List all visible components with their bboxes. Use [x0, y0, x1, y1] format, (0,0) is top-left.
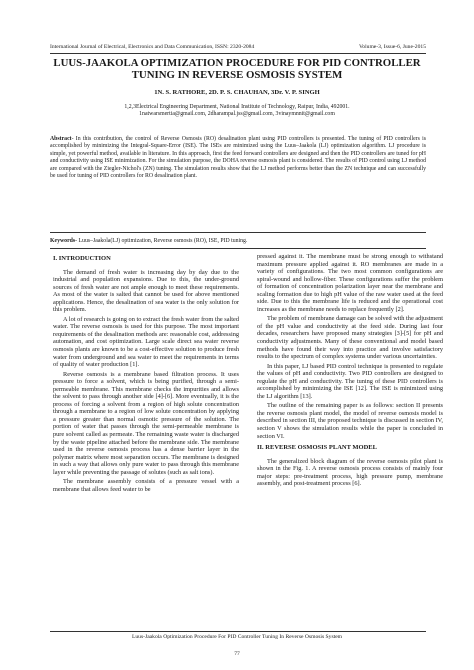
plant-model-paragraph: The generalized block diagram of the reverse osmosis pilot plant is shown in the Fig. 1. A reverse osmosis process consists of mainly four major steps: pre-treatment process, high pressure pump, membrane assembly, and post-treatment process [6].	[257, 457, 443, 488]
body-paragraph: pressed against it. The membrane must be strong enough to withstand maximum pressure applied against it. RO membranes are made in a variety of configurations. The two most common configurations are spiral-wound and hollow-fiber. These configurations suffer the problem of formation of concentration polarization layer near the membrane and scaling formation due to high pH value of the raw water used at the feed side. Due to this the membrane life is reduced and the operational cost increases as the membrane needs to replace frequently [2].	[257, 253, 443, 313]
author-emails: 1natwarsmertia@gmail.com, 2dharampal.jss@gmail.com, 3vinaymnnit@gmail.com	[139, 111, 335, 118]
section-heading-plant-model: II. REVERSE OSMOSIS PLANT MODEL	[257, 444, 377, 452]
abstract	[50, 136, 426, 180]
running-footer: Luus-Jaakola Optimization Procedure For PID Controller Tuning In Reverse Osmosis System	[131, 634, 343, 640]
affiliation-block	[0, 104, 474, 118]
keywords-top-rule	[50, 232, 426, 233]
affiliation: 1,2,3Electrical Engineering Department, National Institute of Technology, Raipur, India, 492001.	[124, 104, 350, 110]
intro-paragraph: Reverse osmosis is a membrane based filtration process. It uses pressure to force a solvent, which is being purified, through a semi-permeable membrane. This membrane checks the impurities and allows the solvent to pass through another side [4]-[6]. More eventually, it is the process of forcing a solvent from a region of high solute concentration through a membrane to a region of low solute concentration by applying a pressure greater than normal osmotic pressure of the solution. The portion of water that passes through the semi-permeable membrane is pure solvent called as permeate. The remaining waste water is discharged by the waste pipeline attached before the membrane side. The membrane used in the reverse osmosis process has a dense barrier layer in the polymer matrix where most separation occurs. The membrane is designed in such a way that allows only pure water to pass through this membrane layer while preventing the passage of solutes (such as salt ions).	[53, 370, 239, 476]
intro-paragraph: A lot of research is going on to extract the fresh water from the salted water. The reverse osmosis is used for this purpose. The most important requirements of the desalination methods are: reasonable cost, addressing automation, and cost optimization. Large scale direct sea water reverse osmosis plants are known to be a cost-effective solution to produce fresh water from underground and sea water to meet the requirements in terms of quality of water production [1].	[53, 315, 239, 369]
left-column	[53, 253, 239, 495]
right-column	[257, 253, 443, 490]
journal-name: International Journal of Electrical, Electronics and Data Communication, ISSN: 2320-2084	[50, 44, 255, 50]
page-number: 77	[234, 651, 240, 657]
section-heading-introduction: I. INTRODUCTION	[53, 255, 111, 262]
body-paragraph: In this paper, LJ based PID control technique is presented to regulate the values of pH and conductivity. Two PID controllers are designed to regulate the pH and conductivity. The tuning of these PID controllers is accomplished by minimizing the ISE [12]. The ISE is minimized using the LJ algorithm [13].	[257, 362, 443, 400]
body-paragraph: The outline of the remaining paper is as follows: section II presents the reverse osmosis plant model, the model of reverse osmosis model is described in section III, the proposed technique is discussed in section IV, section V shows the simulation results while the paper is concluded in section VI.	[257, 402, 443, 440]
author-list: 1N. S. RATHORE, 2D. P. S. CHAUHAN, 3Dr. V. P. SINGH	[154, 89, 320, 96]
intro-paragraph: The membrane assembly consists of a pressure vessel with a membrane that allows feed water to be	[53, 478, 239, 493]
running-header	[50, 44, 426, 50]
volume-info: Volume-3, Issue-6, June-2015	[358, 44, 426, 50]
abstract-label: Abstract	[50, 136, 72, 142]
abstract-text: - In this contribution, the control of Reverse Osmosis (RO) desalination plant using PID controllers is presented. The tuning of PID controllers is accomplished by minimizing the Integral-Square-Error (ISE). The ISEs are minimized using the Luus–Jaakola (LJ) optimization algorithm. LJ procedure is simple, yet powerful method, available in literature. In this approach, first the feed forward controllers are designed and then the PID controllers are tuned for pH and conductivity using ISE minimization. For the simulation purpose, the DOHA reverse osmosis plant is considered. The results of PID control using LJ method are compared with the Ziegler-Nichol's (ZN) tuning. The simulation results show that the LJ method performs better than the ZN technique and can successfully be used for tuning of PID controllers for RO desalination plant.	[50, 136, 426, 180]
footer-rule	[50, 631, 426, 632]
body-paragraph: The problem of membrane damage can be solved with the adjustment of the pH value and conductivity at the feed side. During last four decades, researchers have proposed many strategies [3]-[5] for pH and conductivity adjustments. Many of these conventional and model based methods have found their way into practice and involve satisfactory results to the spectrum of complex systems under various uncertainties.	[257, 315, 443, 361]
keywords-bottom-rule	[50, 248, 426, 249]
keywords-label: Keywords	[50, 238, 76, 244]
keywords	[50, 238, 426, 244]
keywords-text: - Luus–Jaakola(LJ) optimization, Reverse osmosis (RO), ISE, PID tuning.	[75, 238, 248, 244]
intro-paragraph: The demand of fresh water is increasing day by day due to the industrial and population expansions. Due to this, the under-ground sources of fresh water are not ample enough to meet these requirements. As most of the water is salted that cannot be used for above mentioned applications. Hence, the desalination of sea water is the only solution for this problem.	[53, 268, 239, 314]
paper-title: LUUS-JAAKOLA OPTIMIZATION PROCEDURE FOR PID CONTROLLER TUNING IN REVERSE OSMOSIS SYSTEM	[53, 57, 421, 81]
header-rule	[50, 53, 426, 54]
